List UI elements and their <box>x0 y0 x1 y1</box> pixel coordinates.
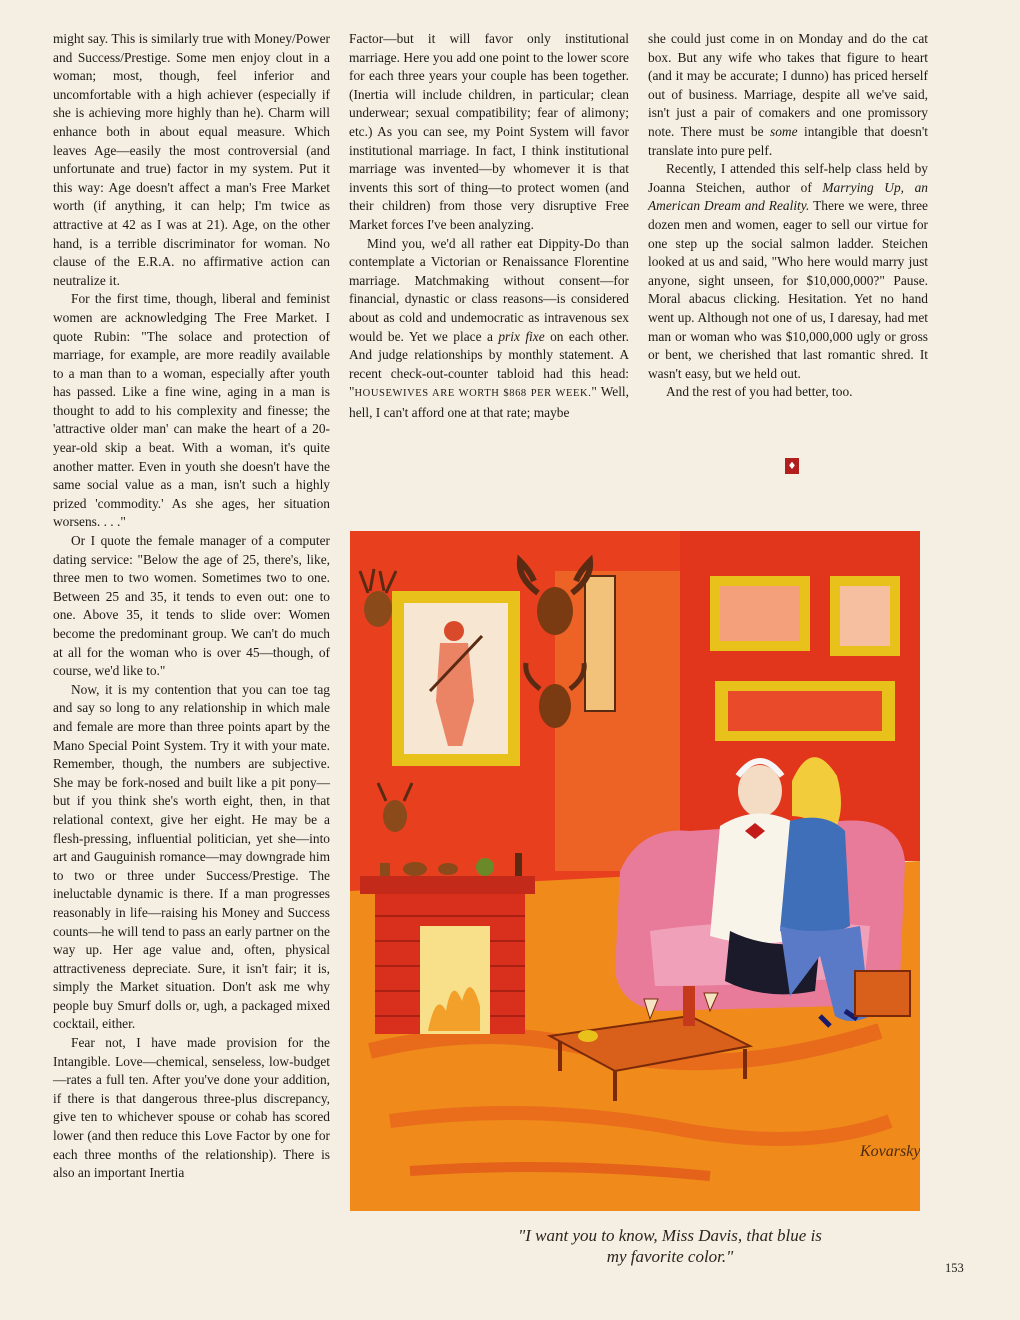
window <box>585 576 615 711</box>
caption-line: my favorite color." <box>606 1247 734 1266</box>
italic-phrase: prix fixe <box>498 328 545 344</box>
paragraph: And the rest of you had better, too. <box>666 384 853 400</box>
tabloid-headline: HOUSEWIVES ARE WORTH $868 PER WEEK. <box>354 388 592 400</box>
paragraph <box>349 235 629 423</box>
painting-canvas <box>728 691 882 731</box>
paragraph: For the first time, though, liberal and feminist women are acknowledging The Free Market. I quote Rubin: "The solace and protection of marriage, for example, are more readily available to a man than to a woman, especially after youth has passed. Like a fine wine, aging in a man is thought to add to his complexity and finesse; the 'attractive older man' can make the heart of a 20-year-old skip a beat. With a woman, it's quite another matter. Even in youth she doesn't have the same social value as a man, isn't such a highly prized 'commodity.' As she ages, her situation worsens. . . ." <box>53 291 330 530</box>
page-number: 153 <box>945 1261 964 1275</box>
text-run: on each other. And judge relationships by monthly statement. A recent check-out-counter tabloid had this head: " <box>349 328 629 400</box>
text-column-2 <box>349 30 629 422</box>
text-run: " Well, hell, I can't afford one at that rate; maybe <box>349 384 629 420</box>
text-column-3 <box>648 30 928 402</box>
side-table <box>855 971 910 1016</box>
text-run: Mind you, we'd all rather eat Dippity-Do than contemplate a Victorian or Renaissance Florentine marriage. Matchmaking without consent—for financial, dynastic or class reasons—is considered about as cold and undemocratic as intravenous sex would be. Yet we place a <box>349 235 629 344</box>
caption-line: "I want you to know, Miss Davis, that blue is <box>518 1226 822 1245</box>
paragraph: Or I quote the female manager of a computer dating service: "Below the age of 25, there's, like, three men to two women. Sometimes two to one. Between 25 and 35, it tends to even out: one to one. Above 35, it tends to slide over: Women become the predominant group. We can't do much at all for the woman who is over 45—though, of course, we'd like to." <box>53 533 330 679</box>
text-run: There we were, three dozen men and women, eager to sell our virtue for one step up the social salmon ladder. Steichen looked at us and said, "Who here would marry just anyone, sight unseen, for $10,000,000?" Pause. Moral abacus clicking. Hesitation. Yet no hand went up. Although not one of us, I daresay, had met man or woman who was $10,000,000 ugly or gross or bent, we cherished that last romantic shred. It wasn't easy, but we held out. <box>648 198 928 381</box>
portrait-head <box>444 621 464 641</box>
paragraph: Now, it is my contention that you can toe tag and say so long to any relationship in which male and female are more than three points apart by the Mano Special Point System. Try it with your mate. Remember, though, the numbers are subjective. She may be fork-nosed and built like a pit pony—but if you think she's worth eight, then, in that relational context, give her eight. He may be a flesh-pressing, influential politician, yet she—into art and Gauguinish romance—may downgrade him to two or three under Success/Prestige. The ineluctable dynamic is there. If a man progresses reasonably in life—raising his Money and Success counts—he will tend to pass an early partner on the way up. Her age value and, often, physical attractiveness depreciate. Sure, it isn't fair; it is, simply the Market situation. Don't ask me why people buy Smurf dolls or, ugh, a packaged mixed cocktail, either. <box>53 681 330 1032</box>
cartoon-drawing <box>350 531 920 1211</box>
paragraph: Fear not, I have made provision for the Intangible. Love—chemical, senseless, low-budget—rates a full ten. After you've done your addition, if there is that dangerous three-plus discrepancy, give ten to whichever spouse or cohab has scored lower (and then reduce this Love Factor by one for each three months of the relationship). There is also an important Inertia <box>53 1035 330 1181</box>
wall-panel <box>555 571 680 871</box>
end-of-article-icon: ♦ <box>785 458 799 474</box>
paragraph <box>648 30 928 160</box>
cartoon-illustration <box>350 531 920 1211</box>
paragraph: might say. This is similarly true with Money/Power and Success/Prestige. Some men enjoy clout in a woman; most, though, feel inferior and uncomfortable with a high achiever (especially if she is achieving more highly than he). Charm will enhance both in about equal measure. Which leaves Age—easily the most controversial (and unfortunate and true) factor in my system. Put it this way: Age doesn't affect a man's Free Market worth (if anything, it can help; I'm twice as attractive at 42 as I was at 21). Age, on the other hand, is a terrible discriminator for woman. No clause of the E.R.A. no affirmative action can neutralize it. <box>53 31 330 288</box>
text-run: Recently, I attended this self-help class held by Joanna Steichen, author of <box>648 161 928 195</box>
text-run: intangible that doesn't translate into pure pelf. <box>648 123 929 158</box>
artist-signature: Kovarsky <box>860 1143 920 1160</box>
paragraph: Factor—but it will favor only institutional marriage. Here you add one point to the lower score for each three years your couple has been together. (Inertia will include children, in particular; clean underwear; sexual compatibility; fear of alimony; etc.) As you can see, my Point System will favor institutional marriage. In fact, I think institutional marriage was invented—by whomever it is that invents this sort of thing—to protect women (and their children) from those very disruptive Free Market forces I've been analyzing. <box>349 31 629 232</box>
fireplace-mantel <box>360 876 535 894</box>
painting-canvas <box>720 586 800 641</box>
cartoon-caption <box>430 1225 910 1267</box>
book-title: Marrying Up, an American Dream and Reality. <box>648 179 928 214</box>
painting-canvas <box>840 586 890 646</box>
text-column-1 <box>53 30 330 1183</box>
paragraph <box>648 160 928 383</box>
italic-word: some <box>770 123 798 139</box>
text-run: she could just come in on Monday and do the cat box. But any wife who takes that figure to heart (and it may be accurate; I dunno) has priced herself out of business. Marriage, despite all we've said, isn't just a pair of comakers and one promissory note. There must be <box>648 31 928 139</box>
